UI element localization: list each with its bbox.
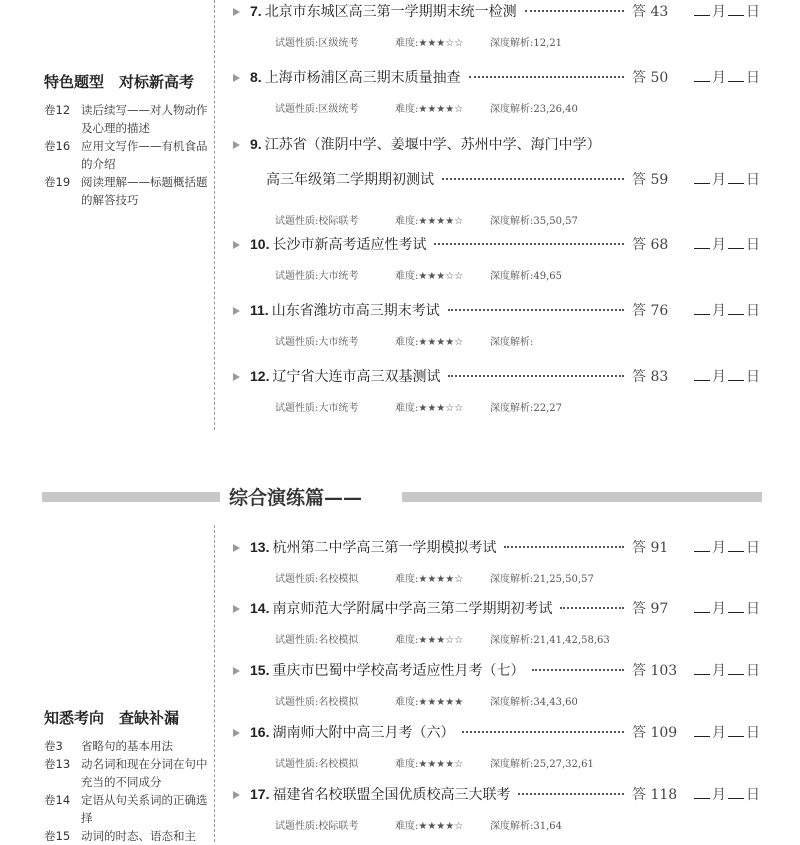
nature-label: 试题性质: (275, 271, 319, 282)
page-number: 97 (650, 601, 669, 617)
month-blank (694, 380, 710, 381)
month-label: 月 (712, 237, 726, 253)
entry-number: 8. (250, 69, 262, 85)
toc-entry (233, 1, 760, 49)
entry-meta (275, 34, 562, 49)
answer-page (632, 169, 692, 189)
entry-meta (275, 212, 578, 227)
sidebar-item (44, 827, 214, 845)
day-blank (728, 612, 744, 613)
answer-page (632, 784, 692, 804)
answer-page (632, 598, 692, 618)
section-bar-left (42, 492, 220, 502)
difficulty-label: 难度: (395, 104, 419, 115)
difficulty-label: 难度: (395, 337, 419, 348)
study-date-field[interactable] (692, 67, 760, 87)
triangle-bullet-icon (233, 605, 240, 613)
day-blank (728, 674, 744, 675)
analysis (490, 755, 594, 770)
analysis-value: 23,26,40 (533, 104, 578, 115)
difficulty-stars: ★★★★☆ (418, 337, 464, 348)
nature-value: 大市统考 (318, 337, 359, 348)
day-label: 日 (746, 4, 760, 20)
analysis-value: 21,25,50,57 (533, 574, 594, 585)
entry-title-line (233, 1, 760, 23)
difficulty (395, 570, 490, 585)
difficulty-stars: ★★★★☆ (418, 759, 464, 770)
analysis (490, 693, 578, 708)
entry-title: 上海市杨浦区高三期末质量抽查 (264, 70, 461, 86)
volume-label: 卷13 (44, 757, 71, 771)
study-date-field[interactable] (692, 366, 760, 386)
month-blank (694, 551, 710, 552)
analysis (490, 212, 578, 227)
day-label: 日 (746, 663, 760, 679)
difficulty (395, 693, 490, 708)
difficulty-label: 难度: (395, 403, 419, 414)
day-blank (728, 183, 744, 184)
entry-number: 7. (250, 3, 262, 19)
answer-label: 答 (632, 601, 646, 617)
entry-title: 福建省名校联盟全国优质校高三大联考 (272, 787, 511, 803)
day-blank (728, 81, 744, 82)
day-label: 日 (746, 540, 760, 556)
nature-value: 大市统考 (318, 403, 359, 414)
entry-title-line (233, 784, 760, 806)
answer-label: 答 (632, 172, 646, 188)
toc-entry (233, 67, 760, 115)
study-date-field[interactable] (692, 784, 760, 804)
triangle-bullet-icon (233, 74, 240, 82)
difficulty-stars: ★★★☆☆ (418, 38, 464, 49)
difficulty-stars: ★★★☆☆ (418, 403, 464, 414)
entry-title: 山东省潍坊市高三期末考试 (271, 303, 440, 319)
month-label: 月 (712, 601, 726, 617)
study-date-field[interactable] (692, 234, 760, 254)
item-text: 动词的时态、语态和主 (81, 829, 196, 843)
entry-number: 12. (250, 368, 270, 384)
entry-title: 湖南师大附中高三月考（六） (272, 725, 455, 741)
sidebar-item (44, 137, 214, 173)
analysis (490, 631, 610, 646)
entry-number: 16. (250, 724, 270, 740)
nature-label: 试题性质: (275, 574, 319, 585)
entry-title-line (233, 134, 760, 156)
entry-meta (275, 267, 562, 282)
toc-entry (233, 234, 760, 282)
entry-title-continued: 高三年级第二学期期初测试 (266, 172, 434, 188)
entry-title-line (233, 366, 760, 388)
answer-page (632, 1, 692, 21)
difficulty (395, 212, 490, 227)
analysis-label: 深度解析: (490, 759, 534, 770)
toc-entry (233, 722, 760, 770)
nature-value: 名校模拟 (318, 635, 359, 646)
analysis-label: 深度解析: (490, 104, 534, 115)
entry-title-line-2 (233, 169, 760, 191)
page-number: 68 (650, 237, 669, 253)
answer-label: 答 (632, 663, 646, 679)
day-label: 日 (746, 172, 760, 188)
difficulty-label: 难度: (395, 38, 419, 49)
nature-label: 试题性质: (275, 216, 319, 227)
difficulty (395, 399, 490, 414)
dot-leader (525, 10, 624, 12)
nature-value: 名校模拟 (318, 574, 359, 585)
dot-leader (442, 178, 624, 180)
answer-page (632, 537, 692, 557)
analysis (490, 399, 562, 414)
exam-nature (275, 570, 395, 585)
analysis (490, 817, 562, 832)
analysis-label: 深度解析: (490, 403, 534, 414)
difficulty (395, 100, 490, 115)
triangle-bullet-icon (233, 141, 240, 149)
sidebar-item (44, 101, 214, 137)
answer-label: 答 (632, 369, 646, 385)
page-number: 76 (650, 303, 669, 319)
page-number: 118 (650, 787, 678, 803)
month-label: 月 (712, 172, 726, 188)
dot-leader (504, 546, 624, 548)
difficulty-label: 难度: (395, 821, 419, 832)
study-date-field[interactable] (692, 1, 760, 21)
entry-number: 10. (250, 236, 270, 252)
answer-page (632, 366, 692, 386)
entry-meta (275, 755, 594, 770)
dot-leader (434, 243, 624, 245)
sidebar-item (44, 755, 214, 791)
nature-label: 试题性质: (275, 403, 319, 414)
difficulty-stars: ★★★★★ (418, 697, 464, 708)
month-label: 月 (712, 663, 726, 679)
day-blank (728, 736, 744, 737)
analysis-value: 22,27 (533, 403, 563, 414)
analysis-label: 深度解析: (490, 821, 534, 832)
toc-entry (233, 598, 760, 646)
day-label: 日 (746, 237, 760, 253)
nature-value: 名校模拟 (318, 697, 359, 708)
analysis-value: 25,27,32,61 (533, 759, 594, 770)
entry-title: 江苏省（淮阴中学、姜堰中学、苏州中学、海门中学） (264, 137, 601, 153)
month-label: 月 (712, 369, 726, 385)
nature-value: 名校模拟 (318, 759, 359, 770)
entry-title-line (233, 67, 760, 89)
item-text: 阅读理解——标题概括题的解答技巧 (81, 175, 208, 207)
day-blank (728, 314, 744, 315)
month-blank (694, 674, 710, 675)
triangle-bullet-icon (233, 544, 240, 552)
entry-meta (275, 100, 578, 115)
entry-meta (275, 693, 578, 708)
entry-meta (275, 631, 610, 646)
month-label: 月 (712, 303, 726, 319)
analysis-label: 深度解析: (490, 38, 534, 49)
entry-meta (275, 333, 533, 348)
difficulty (395, 631, 490, 646)
entry-number: 13. (250, 539, 270, 555)
entry-number: 9. (250, 136, 262, 152)
dot-leader (469, 76, 624, 78)
month-label: 月 (712, 540, 726, 556)
exam-nature (275, 267, 395, 282)
nature-label: 试题性质: (275, 104, 319, 115)
day-blank (728, 551, 744, 552)
answer-label: 答 (632, 303, 646, 319)
nature-value: 区级统考 (318, 104, 359, 115)
answer-page (632, 660, 692, 680)
divider-top (214, 0, 215, 430)
answer-page (632, 300, 692, 320)
section-title: 综合演练篇—— (229, 487, 363, 509)
day-blank (728, 380, 744, 381)
study-date-field[interactable] (692, 660, 760, 680)
month-blank (694, 314, 710, 315)
page-number: 43 (650, 4, 669, 20)
analysis-value: 35,50,57 (533, 216, 578, 227)
entry-number: 17. (250, 786, 270, 802)
volume-label: 卷14 (44, 793, 71, 807)
nature-value: 大市统考 (318, 271, 359, 282)
toc-entry (233, 784, 760, 832)
analysis-label: 深度解析: (490, 574, 534, 585)
exam-nature (275, 693, 395, 708)
item-text: 定语从句关系词的正确选择 (81, 793, 208, 825)
sidebar-item (44, 173, 214, 209)
page-number: 59 (650, 172, 669, 188)
entry-meta (275, 570, 594, 585)
month-label: 月 (712, 725, 726, 741)
analysis-value: 34,43,60 (533, 697, 578, 708)
nature-value: 区级统考 (318, 38, 359, 49)
analysis-label: 深度解析: (490, 337, 534, 348)
month-label: 月 (712, 787, 726, 803)
sidebar-top-title: 特色题型 对标新高考 (44, 73, 195, 91)
analysis-label: 深度解析: (490, 216, 534, 227)
entry-title-line (233, 722, 760, 744)
difficulty-label: 难度: (395, 574, 419, 585)
month-blank (694, 248, 710, 249)
exam-nature (275, 817, 395, 832)
exam-nature (275, 631, 395, 646)
dot-leader (448, 309, 624, 311)
study-date-field[interactable] (692, 722, 760, 742)
sidebar-item (44, 737, 214, 755)
difficulty (395, 333, 490, 348)
day-blank (728, 15, 744, 16)
page-number: 83 (650, 369, 669, 385)
month-blank (694, 15, 710, 16)
exam-nature (275, 100, 395, 115)
volume-label: 卷15 (44, 829, 71, 843)
page-number: 109 (650, 725, 678, 741)
entry-number: 15. (250, 662, 270, 678)
nature-label: 试题性质: (275, 821, 319, 832)
triangle-bullet-icon (233, 729, 240, 737)
day-blank (728, 248, 744, 249)
difficulty-stars: ★★★☆☆ (418, 271, 464, 282)
study-date-field[interactable] (692, 537, 760, 557)
nature-label: 试题性质: (275, 697, 319, 708)
answer-label: 答 (632, 787, 646, 803)
entry-title: 辽宁省大连市高三双基测试 (272, 369, 441, 385)
analysis (490, 570, 594, 585)
entry-number: 14. (250, 600, 270, 616)
difficulty (395, 817, 490, 832)
difficulty (395, 34, 490, 49)
month-label: 月 (712, 70, 726, 86)
day-label: 日 (746, 303, 760, 319)
analysis-label: 深度解析: (490, 271, 534, 282)
month-blank (694, 736, 710, 737)
analysis-value: 31,64 (533, 821, 563, 832)
analysis-label: 深度解析: (490, 697, 534, 708)
difficulty-stars: ★★★☆☆ (418, 635, 464, 646)
nature-label: 试题性质: (275, 635, 319, 646)
entry-title-line (233, 300, 760, 322)
triangle-bullet-icon (233, 373, 240, 381)
section-bar-right (402, 492, 762, 502)
volume-label: 卷12 (44, 103, 71, 117)
difficulty (395, 755, 490, 770)
analysis (490, 267, 562, 282)
entry-title: 南京师范大学附属中学高三第二学期期初考试 (272, 601, 553, 617)
exam-nature (275, 399, 395, 414)
month-blank (694, 612, 710, 613)
difficulty-stars: ★★★★☆ (418, 574, 464, 585)
difficulty-label: 难度: (395, 759, 419, 770)
difficulty-label: 难度: (395, 216, 419, 227)
analysis (490, 34, 562, 49)
entry-title-line (233, 598, 760, 620)
dot-leader (518, 793, 624, 795)
entry-title-line (233, 660, 760, 682)
divider-bottom (214, 525, 215, 842)
entry-title-line (233, 537, 760, 559)
analysis (490, 333, 533, 348)
dot-leader (560, 607, 624, 609)
triangle-bullet-icon (233, 667, 240, 675)
item-text: 省略句的基本用法 (81, 739, 173, 753)
answer-page (632, 67, 692, 87)
item-text: 读后续写——对人物动作及心理的描述 (81, 103, 208, 135)
toc-entry (233, 660, 760, 708)
study-date-field[interactable] (692, 169, 760, 189)
analysis (490, 100, 578, 115)
study-date-field[interactable] (692, 300, 760, 320)
day-label: 日 (746, 725, 760, 741)
month-label: 月 (712, 4, 726, 20)
entry-title: 北京市东城区高三第一学期期末统一检测 (264, 4, 517, 20)
difficulty-stars: ★★★★☆ (418, 821, 464, 832)
answer-label: 答 (632, 237, 646, 253)
difficulty (395, 267, 490, 282)
exam-nature (275, 34, 395, 49)
study-date-field[interactable] (692, 598, 760, 618)
entry-number: 11. (250, 302, 269, 318)
answer-page (632, 234, 692, 254)
day-label: 日 (746, 70, 760, 86)
answer-label: 答 (632, 725, 646, 741)
sidebar-bottom-title: 知悉考向 查缺补漏 (44, 709, 180, 727)
toc-entry (233, 537, 760, 585)
triangle-bullet-icon (233, 307, 240, 315)
difficulty-label: 难度: (395, 635, 419, 646)
month-blank (694, 798, 710, 799)
difficulty-stars: ★★★★☆ (418, 216, 464, 227)
day-label: 日 (746, 601, 760, 617)
month-blank (694, 81, 710, 82)
page-number: 91 (650, 540, 669, 556)
difficulty-label: 难度: (395, 697, 419, 708)
analysis-value: 21,41,42,58,63 (533, 635, 610, 646)
dot-leader (448, 375, 624, 377)
day-blank (728, 798, 744, 799)
entry-meta (275, 817, 562, 832)
entry-title: 杭州第二中学高三第一学期模拟考试 (272, 540, 497, 556)
nature-label: 试题性质: (275, 38, 319, 49)
nature-value: 校际联考 (318, 821, 359, 832)
day-label: 日 (746, 369, 760, 385)
answer-label: 答 (632, 70, 646, 86)
answer-page (632, 722, 692, 742)
answer-label: 答 (632, 4, 646, 20)
entry-meta (275, 399, 562, 414)
nature-label: 试题性质: (275, 337, 319, 348)
exam-nature (275, 755, 395, 770)
item-text: 动名词和现在分词在句中充当的不同成分 (81, 757, 208, 789)
volume-label: 卷3 (44, 739, 63, 753)
toc-entry (233, 300, 760, 348)
entry-title-line (233, 234, 760, 256)
dot-leader (532, 669, 624, 671)
nature-label: 试题性质: (275, 759, 319, 770)
analysis-label: 深度解析: (490, 635, 534, 646)
volume-label: 卷19 (44, 175, 71, 189)
dot-leader (462, 731, 624, 733)
difficulty-stars: ★★★★☆ (418, 104, 464, 115)
analysis-value: 12,21 (533, 38, 563, 49)
month-blank (694, 183, 710, 184)
answer-label: 答 (632, 540, 646, 556)
analysis-value: 49,65 (533, 271, 563, 282)
triangle-bullet-icon (233, 241, 240, 249)
triangle-bullet-icon (233, 8, 240, 16)
day-label: 日 (746, 787, 760, 803)
toc-entry (233, 366, 760, 414)
page-number: 50 (650, 70, 669, 86)
sidebar-item (44, 791, 214, 827)
exam-nature (275, 212, 395, 227)
page-number: 103 (650, 663, 678, 679)
triangle-bullet-icon (233, 791, 240, 799)
toc-entry (233, 134, 760, 227)
difficulty-label: 难度: (395, 271, 419, 282)
entry-title: 长沙市新高考适应性考试 (272, 237, 427, 253)
item-text: 应用文写作——有机食品的介绍 (81, 139, 208, 171)
volume-label: 卷16 (44, 139, 71, 153)
nature-value: 校际联考 (318, 216, 359, 227)
entry-title: 重庆市巴蜀中学校高考适应性月考（七） (272, 663, 525, 679)
exam-nature (275, 333, 395, 348)
